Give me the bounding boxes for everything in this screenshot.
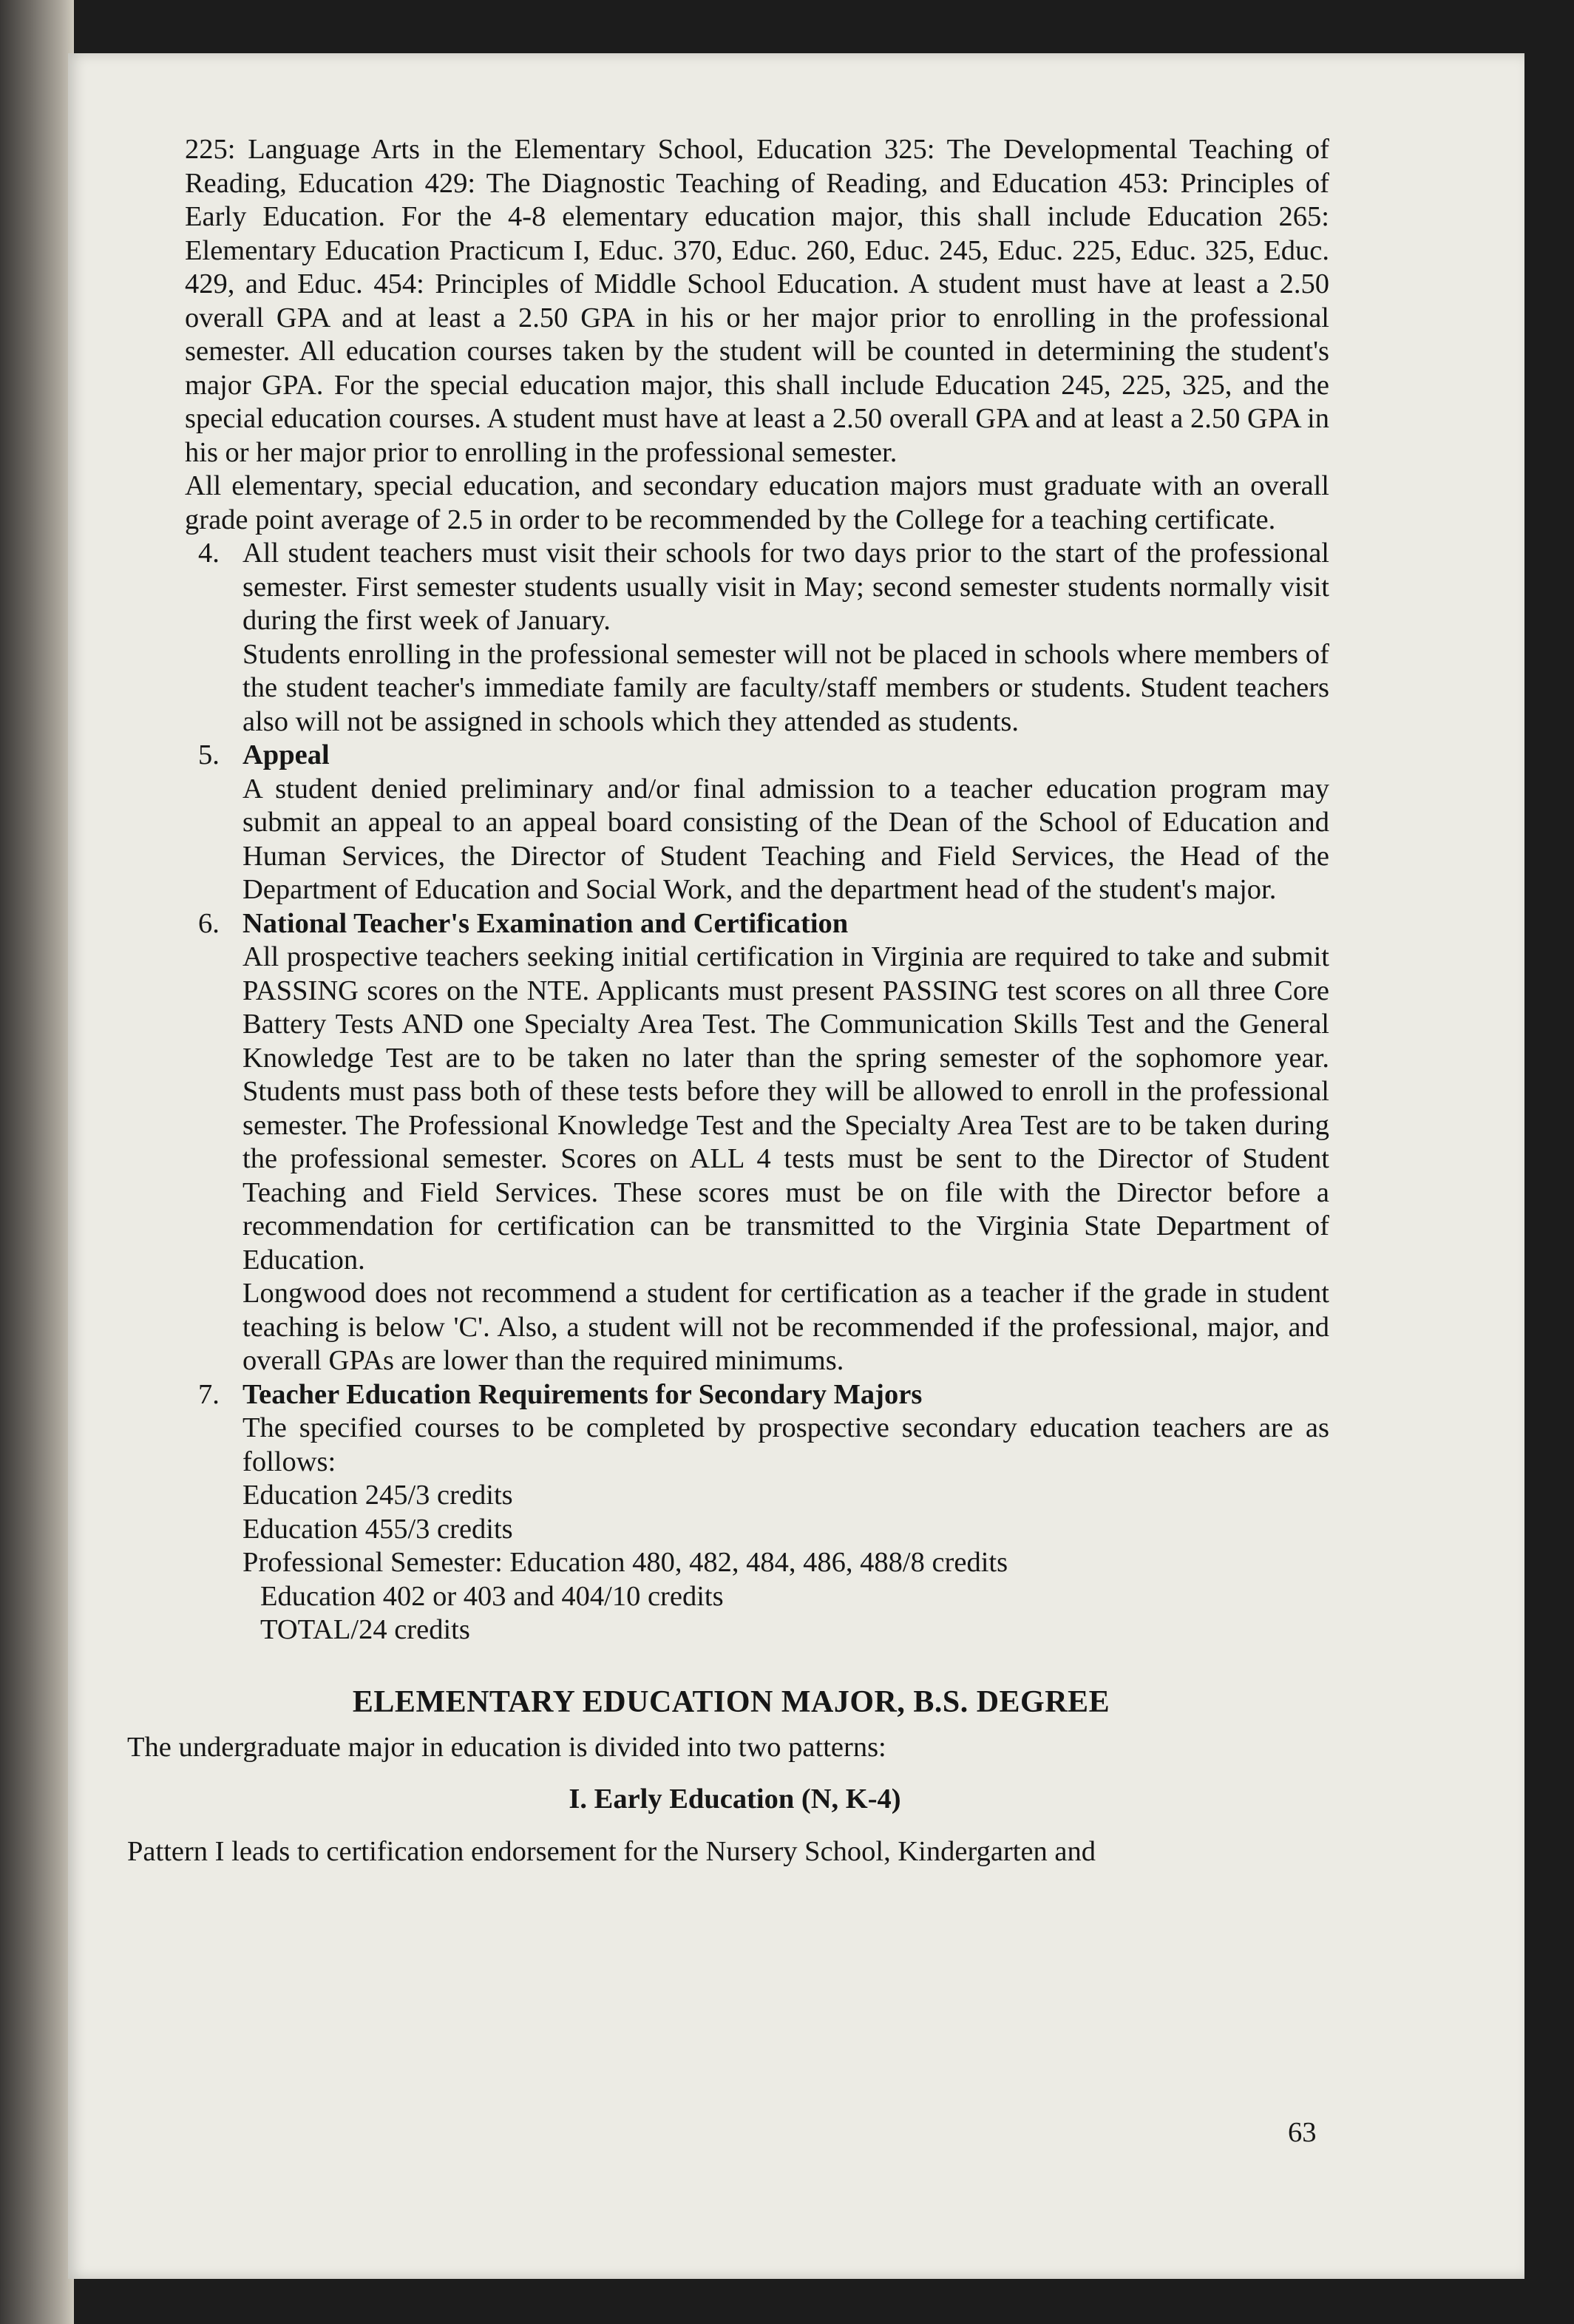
course-line: Professional Semester: Education 480, 482, 484, 486, 488/8 credits — [242, 1547, 1008, 1578]
course-line: Education 455/3 credits — [242, 1513, 513, 1545]
item-paragraph: All prospective teachers seeking initial certification in Virginia are required to take and submit PASSING scores on the NTE. Applicants must present PASSING test scores on all three Core Battery Tests AND one Specialty Area Test. The Communication Skills Test and the General Knowledge Test are to be taken no later than the spring semester of the sophomore year. Students must pass both of these tests before they will be allowed to enroll in the professional semester. The Professional Knowledge Test and the Specialty Area Test are to be taken during the professional semester. Scores on ALL 4 tests must be sent to the Director of Student Teaching and Field Services. These scores must be on file with the Director before a recommendation for certification can be transmitted to the Virginia State Department of Education. — [242, 941, 1329, 1276]
item-title: National Teacher's Examination and Certification — [242, 907, 849, 939]
page-number: 63 — [1288, 2117, 1317, 2148]
course-line: Education 402 or 403 and 404/10 credits — [260, 1580, 724, 1612]
item-number: 7. — [198, 1378, 220, 1410]
course-line: Education 245/3 credits — [242, 1480, 513, 1511]
course-list — [242, 1479, 1329, 1647]
item-number: 4. — [198, 538, 220, 569]
pattern-paragraph: Pattern I leads to certification endorsement for the Nursery School, Kindergarten and — [127, 1836, 1096, 1867]
continuation-paragraph: All elementary, special education, and secondary education majors must graduate with an overall grade point average of 2.5 in order to be recommended by the College for a teaching certificate. — [185, 470, 1329, 535]
item-paragraph: The specified courses to be completed by prospective secondary education teachers are as follows: — [242, 1412, 1329, 1477]
list-item — [185, 907, 1329, 1378]
item-paragraph: A student denied preliminary and/or final admission to a teacher education program may submit an appeal to an appeal board consisting of the Dean of the School of Education and Human Services, the Director of Student Teaching and Field Services, the Head of the Department of Education and Social Work, and the department head of the student's major. — [242, 773, 1329, 905]
list-item — [185, 1378, 1329, 1647]
section-heading: ELEMENTARY EDUCATION MAJOR, B.S. DEGREE — [352, 1684, 1110, 1719]
item-title: Teacher Education Requirements for Secondary Majors — [242, 1378, 923, 1410]
section-intro: The undergraduate major in education is divided into two patterns: — [127, 1732, 886, 1763]
page-content — [127, 133, 1329, 1869]
list-item — [185, 537, 1329, 739]
item-number: 6. — [198, 907, 220, 939]
item-title: Appeal — [242, 739, 330, 770]
item-paragraph: All student teachers must visit their schools for two days prior to the start of the professional semester. First semester students usually visit in May; second semester students normally visit during the first week of January. — [242, 538, 1329, 636]
item-number: 5. — [198, 739, 220, 770]
item-paragraph: Students enrolling in the professional semester will not be placed in schools where members of the student teacher's immediate family are faculty/staff members or students. Student teachers also will not be assigned in schools which they attended as students. — [242, 638, 1329, 737]
pattern-subheading: I. Early Education (N, K-4) — [569, 1783, 901, 1815]
item-paragraph: Longwood does not recommend a student for certification as a teacher if the grade in student teaching is below 'C'. Also, a student will not be recommended if the professional, major, and overall GPAs are lower than the required minimums. — [242, 1278, 1329, 1376]
list-item — [185, 739, 1329, 907]
book-spine — [0, 0, 74, 2324]
course-total: TOTAL/24 credits — [260, 1614, 470, 1645]
continuation-paragraph: 225: Language Arts in the Elementary School, Education 325: The Developmental Teaching of Reading, Education 429: The Diagnostic Teaching of Reading, and Education 453: Principles of Early Education. For the 4-8 elementary education major, this shall include Education 265: Elementary Education Practicum I, Educ. 370, Educ. 260, Educ. 245, Educ. 225, Educ. 325, Educ. 429, and Educ. 454: Principles of Middle School Education. A student must have at least a 2.50 overall GPA and at least a 2.50 GPA in his or her major prior to enrolling in the professional semester. All education courses taken by the student will be counted in determining the student's major GPA. For the special education major, this shall include Education 245, 225, 325, and the special education courses. A student must have at least a 2.50 overall GPA and at least a 2.50 GPA in his or her major prior to enrolling in the professional semester. — [185, 134, 1329, 468]
